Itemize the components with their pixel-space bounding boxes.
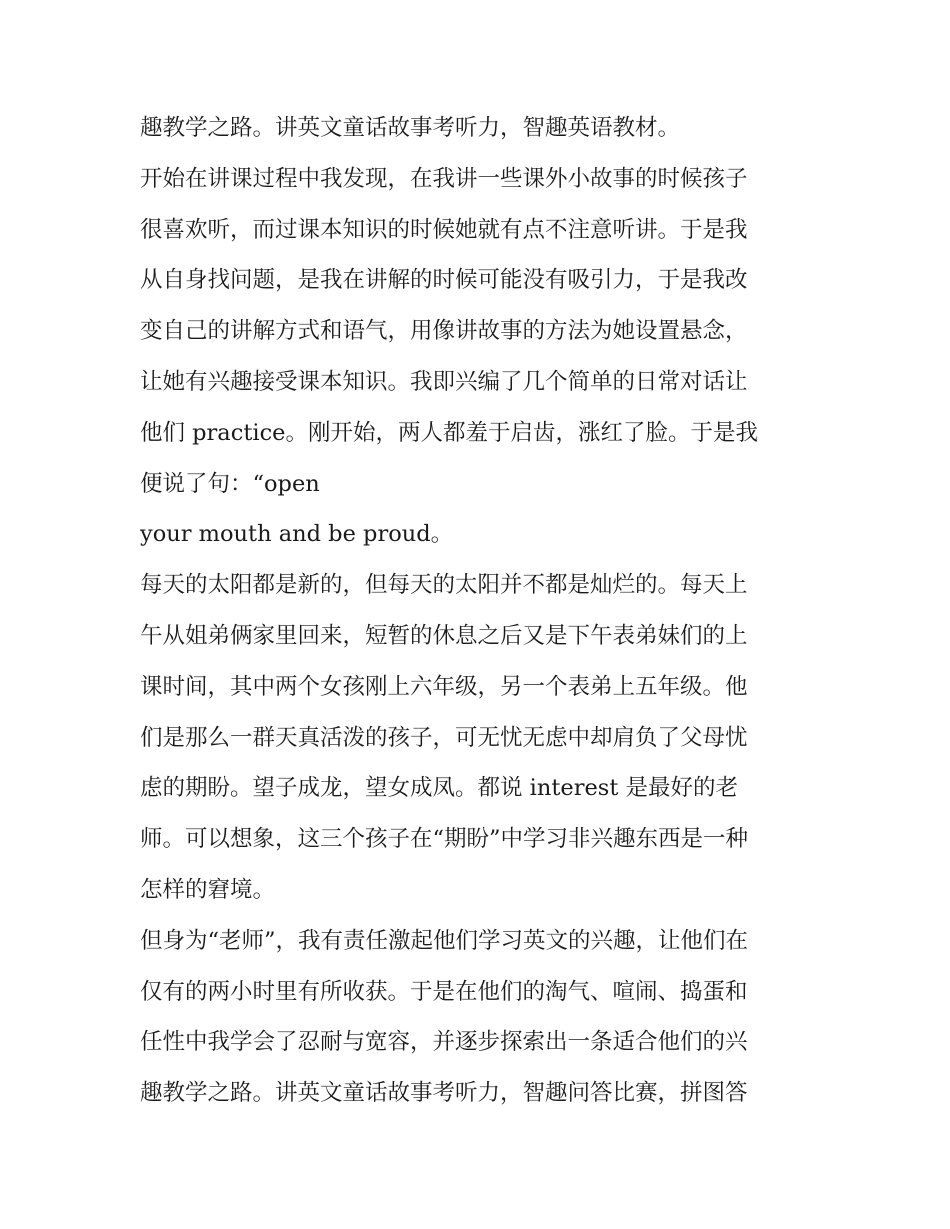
text-line: 怎样的窘境。 — [140, 876, 276, 903]
text-line: your mouth and be proud。 — [140, 521, 454, 548]
text-line: 们是那么一群天真活泼的孩子，可无忧无虑中却肩负了父母忧 — [140, 724, 748, 751]
text-line: 他们 practice。刚开始，两人都羞于启齿，涨红了脸。于是我 — [140, 419, 758, 446]
text-line: 每天的太阳都是新的，但每天的太阳并不都是灿烂的。每天上 — [140, 572, 748, 599]
text-line: 从自身找问题，是我在讲解的时候可能没有吸引力，于是我改 — [140, 267, 748, 294]
text-line: 虑的期盼。望子成龙，望女成凤。都说 interest 是最好的老 — [140, 775, 739, 802]
text-line: 变自己的讲解方式和语气，用像讲故事的方法为她设置悬念， — [140, 318, 748, 345]
text-line: 便说了句：“open — [140, 470, 320, 497]
text-line: 仅有的两小时里有所收获。于是在他们的淘气、喧闹、捣蛋和 — [140, 978, 748, 1005]
text-line: 趣教学之路。讲英文童话故事考听力，智趣问答比赛，拼图答 — [140, 1080, 748, 1107]
text-line: 师。可以想象，这三个孩子在“期盼”中学习非兴趣东西是一种 — [140, 826, 749, 853]
text-line: 开始在讲课过程中我发现，在我讲一些课外小故事的时候孩子 — [140, 165, 748, 192]
body-text — [140, 103, 820, 1119]
text-line: 课时间，其中两个女孩刚上六年级，另一个表弟上五年级。他 — [140, 673, 748, 700]
text-line: 午从姐弟俩家里回来，短暂的休息之后又是下午表弟妹们的上 — [140, 622, 748, 649]
text-line: 趣教学之路。讲英文童话故事考听力，智趣英语教材。 — [140, 115, 681, 141]
text-line: 任性中我学会了忍耐与宽容，并逐步探索出一条适合他们的兴 — [140, 1029, 748, 1056]
text-line: 很喜欢听，而过课本知识的时候她就有点不注意听讲。于是我 — [140, 216, 748, 243]
text-line: 但身为“老师”，我有责任激起他们学习英文的兴趣，让他们在 — [140, 927, 749, 954]
text-line: 让她有兴趣接受课本知识。我即兴编了几个简单的日常对话让 — [140, 368, 748, 395]
